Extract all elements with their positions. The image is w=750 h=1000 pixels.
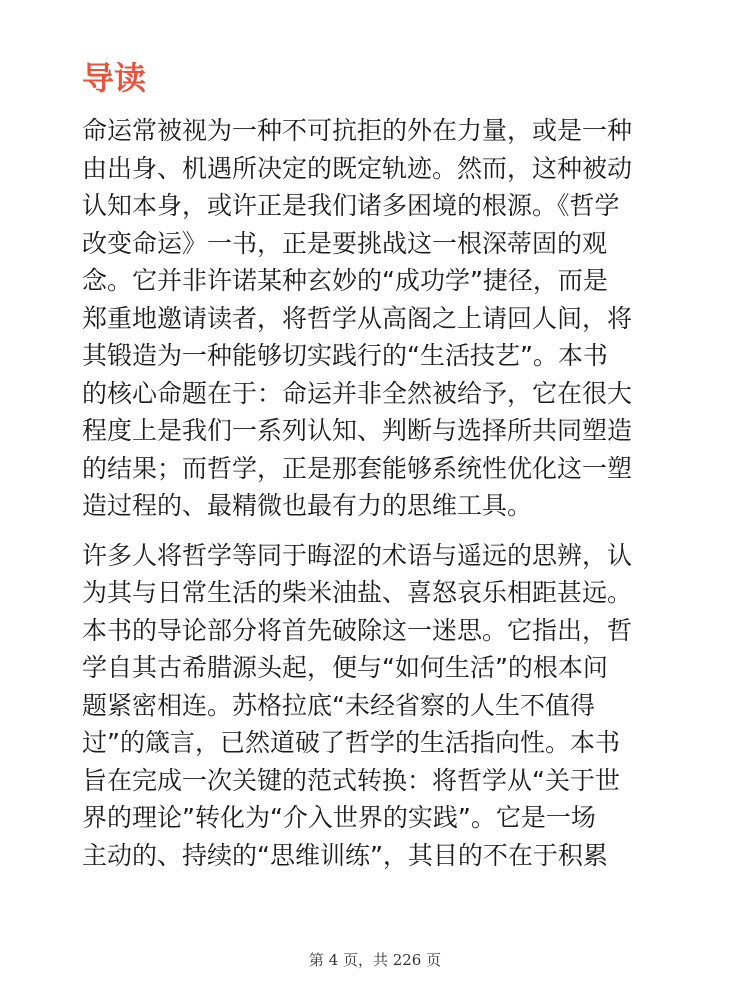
page-number-footer: 第 4 页，共 226 页 <box>308 951 442 969</box>
text-line: 许多人将哲学等同于晦涩的术语与遥远的思辨，认 <box>82 540 633 570</box>
text-line: 命运常被视为一种不可抗拒的外在力量，或是一种 <box>82 116 633 145</box>
text-line: 的核心命题在于：命运并非全然被给予，它在很大 <box>82 378 633 408</box>
text-line: 本书的导论部分将首先破除这一迷思。它指出，哲 <box>82 615 633 645</box>
body-text <box>82 112 678 874</box>
text-line: 题紧密相连。苏格拉底“未经省察的人生不值得 <box>82 690 595 720</box>
text-line: 念。它并非许诺某种玄妙的“成功学”捷径，而是 <box>82 266 608 295</box>
text-line: 改变命运》一书，正是要挑战这一根深蒂固的观 <box>82 228 608 258</box>
text-line: 为其与日常生活的柴米油盐、喜怒哀乐相距甚远。 <box>82 578 633 607</box>
paragraph-2 <box>82 537 678 875</box>
text-line: 界的理论”转化为“介入世界的实践”。它是一场 <box>82 803 596 832</box>
text-line: 其锻造为一种能够切实践行的“生活技艺”。本书 <box>82 341 608 370</box>
text-line: 旨在完成一次关键的范式转换：将哲学从“关于世 <box>82 765 620 795</box>
text-line: 造过程的、最精微也最有力的思维工具。 <box>82 491 533 520</box>
text-line: 由出身、机遇所决定的既定轨迹。然而，这种被动 <box>82 153 633 183</box>
text-line: 认知本身，或许正是我们诸多困境的根源。《哲学 <box>82 191 620 220</box>
text-line: 的结果；而哲学，正是那套能够系统性优化这一塑 <box>82 453 633 483</box>
section-title: 导读 <box>82 59 147 97</box>
paragraph-1 <box>82 112 678 525</box>
text-line: 郑重地邀请读者，将哲学从高阁之上请回人间，将 <box>82 303 633 333</box>
text-line: 学自其古希腊源头起，便与“如何生活”的根本问 <box>82 653 608 682</box>
text-line: 过”的箴言，已然道破了哲学的生活指向性。本书 <box>82 728 620 757</box>
text-line: 程度上是我们一系列认知、判断与选择所共同塑造 <box>82 416 633 445</box>
text-line: 主动的、持续的“思维训练”，其目的不在于积累 <box>82 840 608 870</box>
